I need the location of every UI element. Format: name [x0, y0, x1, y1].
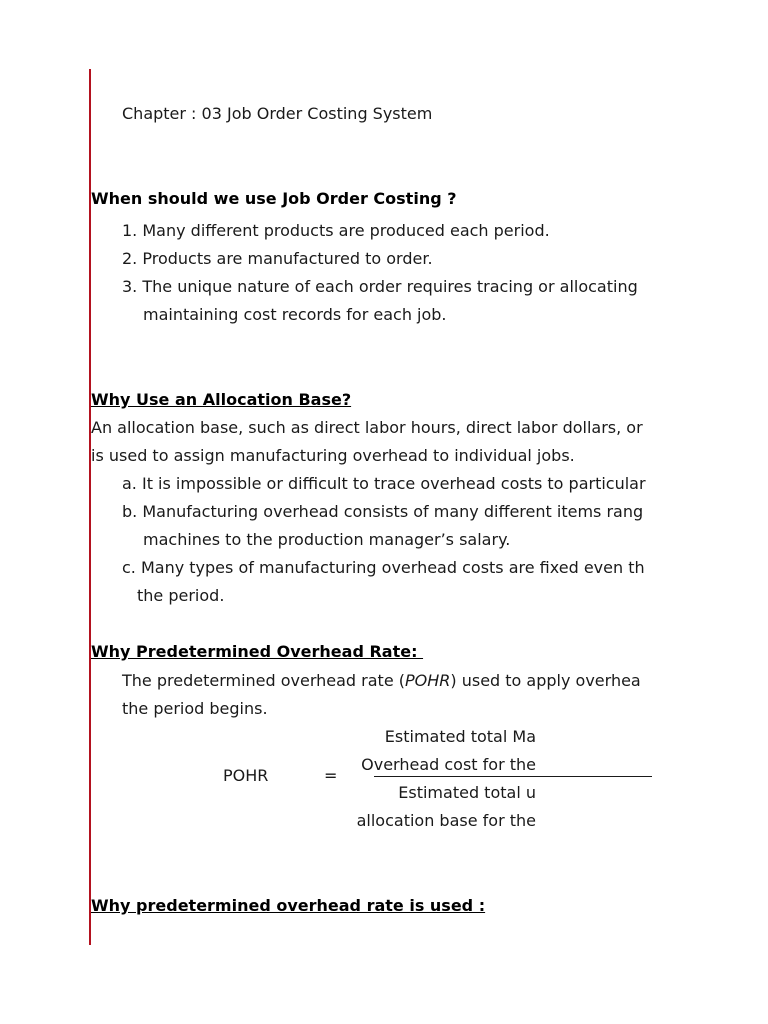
formula-denominator-line: allocation base for the	[356, 811, 536, 830]
section-heading-job-order: When should we use Job Order Costing ?	[91, 189, 457, 208]
paragraph-line: is used to assign manufacturing overhead to individual jobs.	[91, 446, 575, 465]
formula-numerator-line: Estimated total Ma	[384, 727, 536, 746]
paragraph-line: the period begins.	[122, 699, 268, 718]
list-item: a. It is impossible or difficult to trace overhead costs to particular	[122, 474, 646, 493]
formula-lhs: POHR	[223, 766, 269, 785]
list-item: 1. Many different products are produced each period.	[122, 221, 550, 240]
section-heading-allocation-base: Why Use an Allocation Base?	[91, 390, 352, 409]
pohr-italic: POHR	[405, 671, 451, 690]
paragraph-line: An allocation base, such as direct labor hours, direct labor dollars, or	[91, 418, 643, 437]
paragraph-line	[122, 671, 641, 691]
list-item-continuation: the period.	[137, 586, 225, 605]
fraction-bar	[374, 776, 652, 777]
section-heading-why-pohr-used: Why predetermined overhead rate is used :	[91, 896, 486, 915]
formula-numerator-line: Overhead cost for the	[361, 755, 536, 774]
list-item-continuation: machines to the production manager’s salary.	[143, 530, 511, 549]
formula-denominator-line: Estimated total u	[398, 783, 536, 802]
chapter-title: Chapter : 03 Job Order Costing System	[122, 104, 433, 123]
list-item: b. Manufacturing overhead consists of many different items rang	[122, 502, 644, 521]
list-item: 3. The unique nature of each order requires tracing or allocating	[122, 277, 638, 296]
list-item-continuation: maintaining cost records for each job.	[143, 305, 447, 324]
section-heading-pohr: Why Predetermined Overhead Rate:	[91, 642, 424, 661]
list-item: c. Many types of manufacturing overhead costs are fixed even th	[122, 558, 645, 577]
paragraph-text: The predetermined overhead rate (	[122, 671, 405, 690]
formula-equals: =	[324, 766, 338, 785]
paragraph-text: ) used to apply overhea	[450, 671, 641, 690]
list-item: 2. Products are manufactured to order.	[122, 249, 433, 268]
